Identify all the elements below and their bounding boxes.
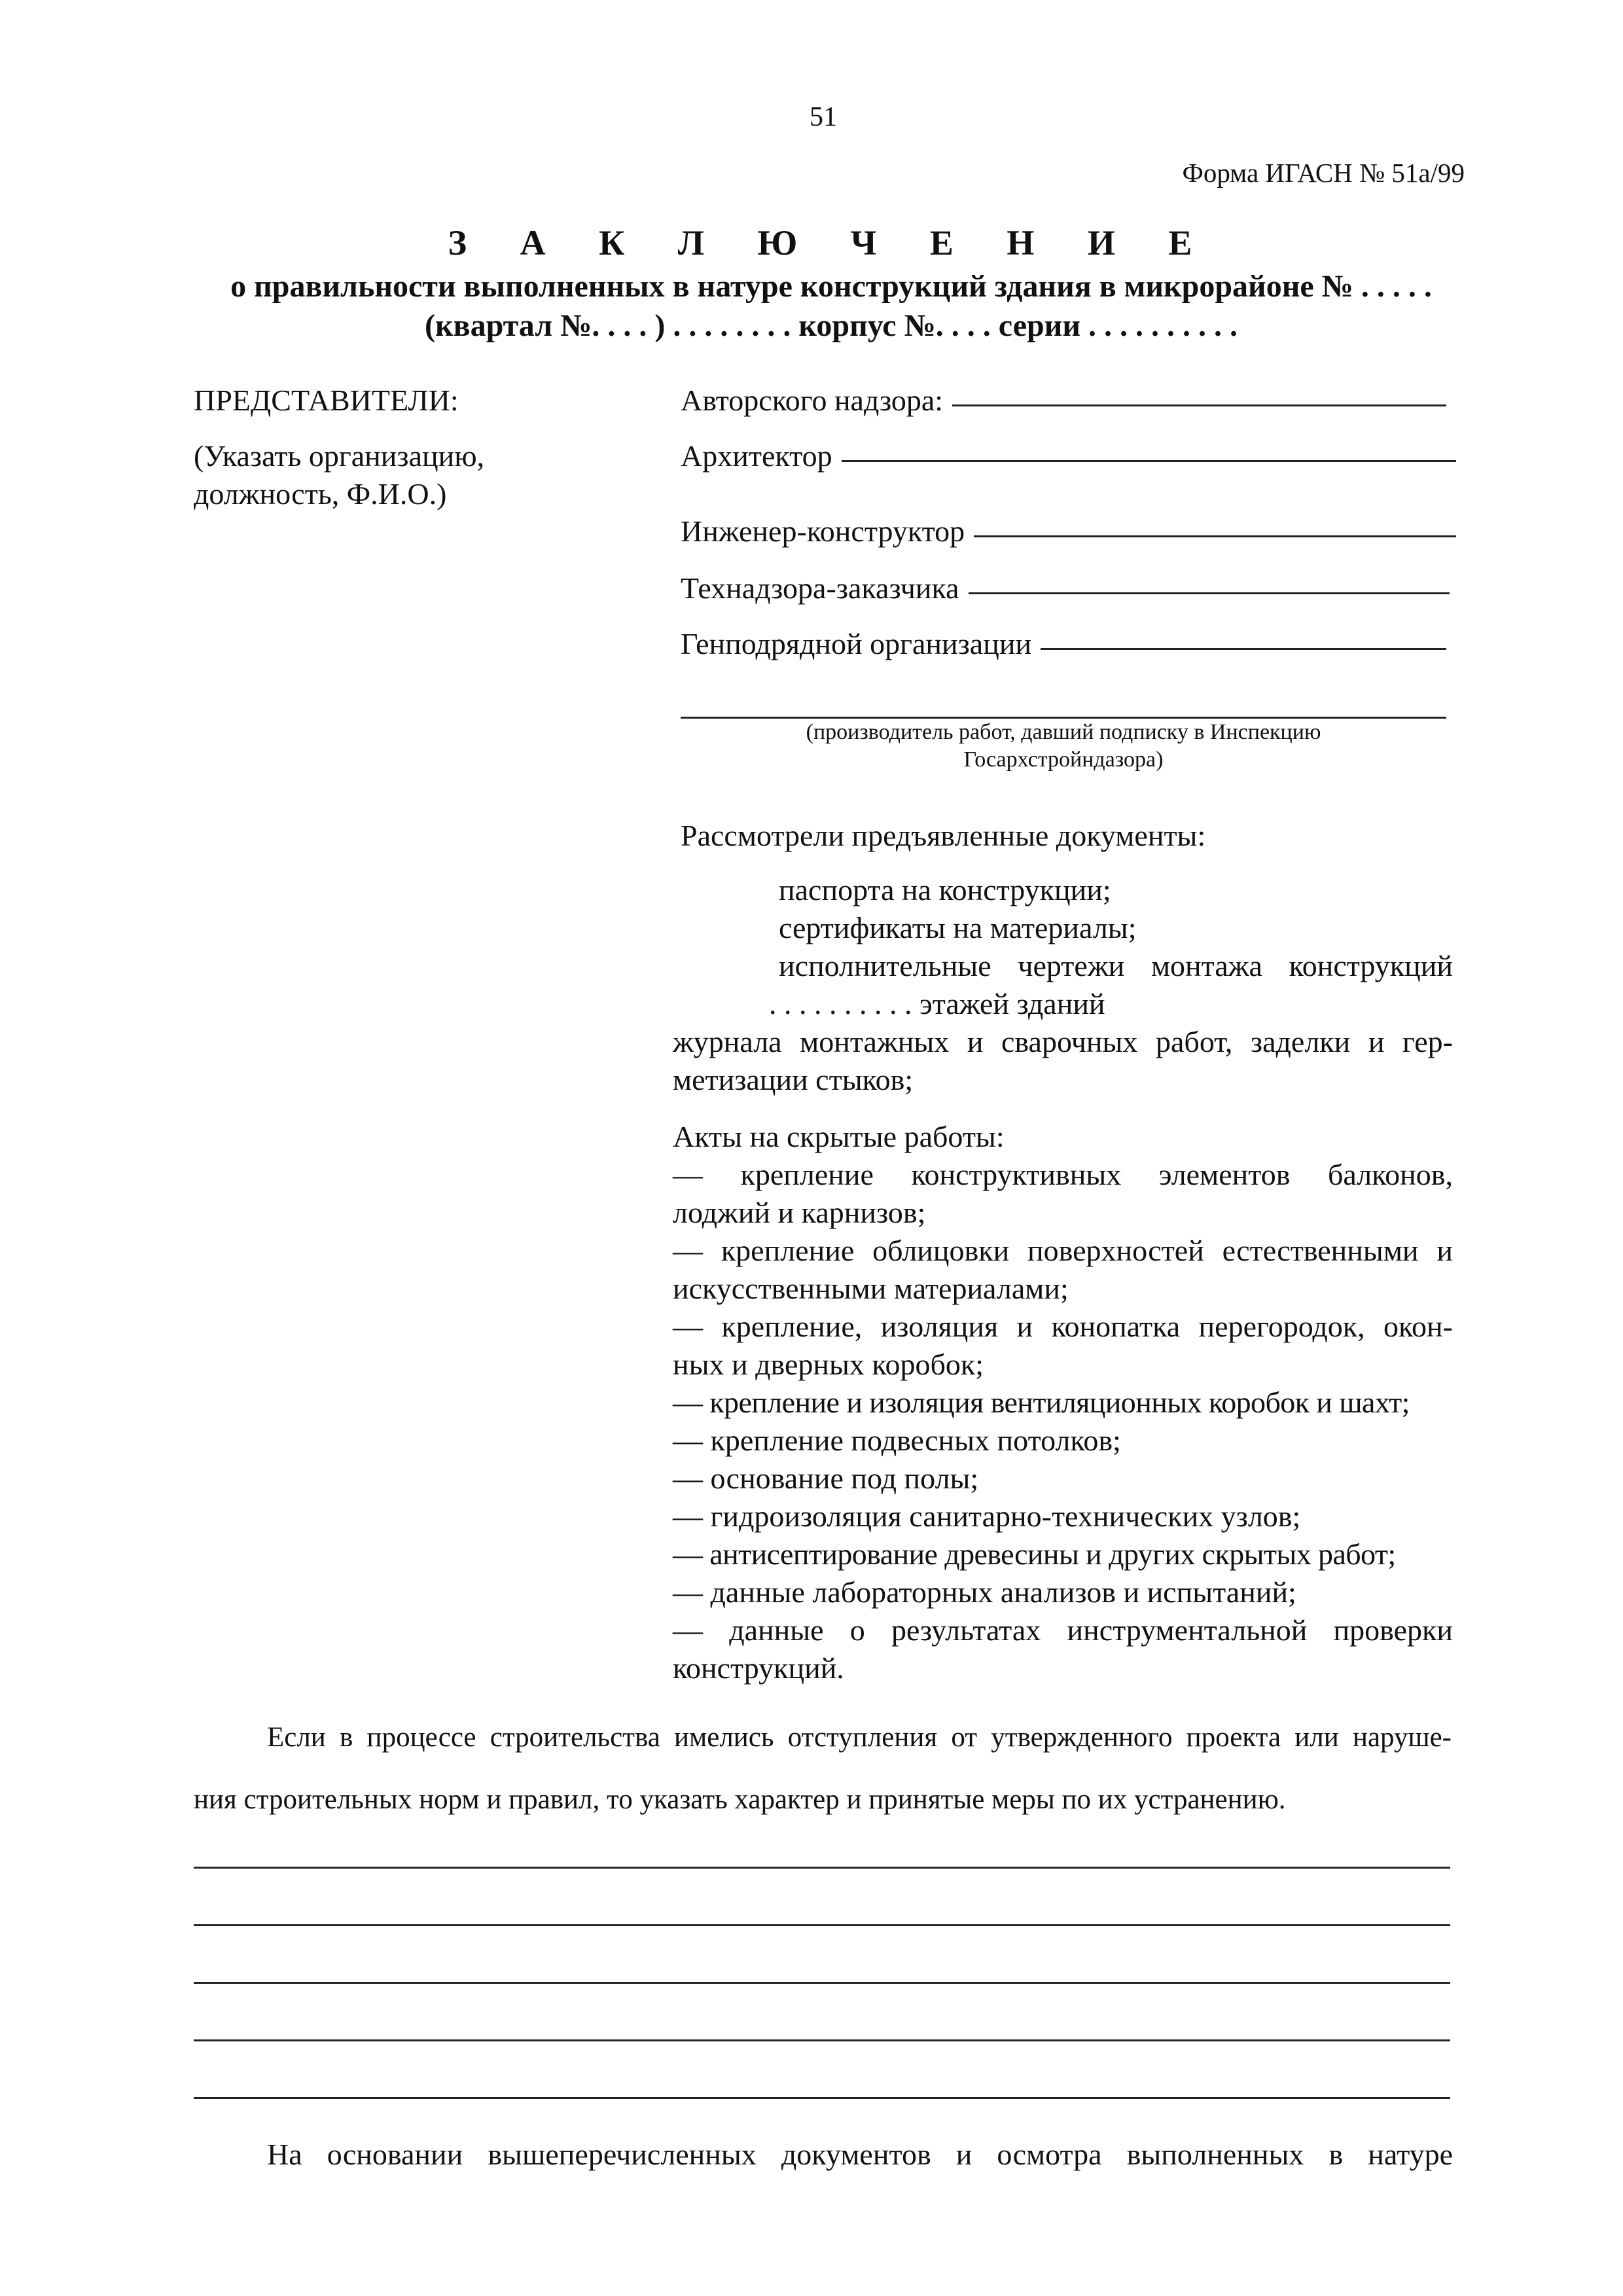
answer-line-5[interactable] (194, 2097, 1450, 2099)
reviewed-journal-line1: журнала монтажных и сварочных работ, заделки и гер- (673, 1025, 1453, 1058)
answer-line-3[interactable] (194, 1982, 1450, 1984)
reviewed-item: исполнительные чертежи монтажа конструкций (779, 949, 1453, 982)
acts-line: — крепление подвесных потолков; (673, 1424, 1121, 1457)
acts-line: — крепление и изоляция вентиляционных коробок и шахт; (673, 1386, 1410, 1419)
form-number: Форма ИГАСН № 51а/99 (1182, 158, 1465, 188)
field-underline (952, 404, 1446, 406)
reviewed-item: паспорта на конструкции; (779, 873, 1111, 906)
field-author-supervision[interactable] (681, 383, 1446, 418)
deviations-line1: Если в процессе строительства имелись отступления от утвержденного проекта или наруше- (267, 1722, 1452, 1753)
acts-line: — антисептирование древесины и других скрытых работ; (673, 1537, 1396, 1571)
acts-line: искусственными материалами; (673, 1272, 1069, 1305)
reviewed-heading: Рассмотрели предъявленные документы: (681, 819, 1206, 852)
document-title: З А К Л Ю Ч Е Н И Е (448, 223, 1215, 262)
field-underline (969, 592, 1450, 594)
acts-line: конструкций. (673, 1651, 844, 1685)
acts-line: — данные о результатах инструментальной проверки (673, 1613, 1453, 1647)
work-producer-note-line2: Госархстройндазора) (963, 747, 1164, 772)
answer-line-4[interactable] (194, 2039, 1450, 2041)
acts-line: — данные лабораторных анализов и испытаний; (673, 1575, 1296, 1609)
acts-line: — гидроизоляция санитарно-технических узлов; (673, 1499, 1301, 1533)
reviewed-journal-line2: метизации стыков; (673, 1063, 914, 1096)
acts-line: — крепление облицовки поверхностей естественными и (673, 1234, 1453, 1267)
field-structural-engineer[interactable] (681, 514, 1456, 548)
field-underline (1041, 647, 1446, 650)
field-label: Генподрядной организации (681, 627, 1032, 660)
reviewed-item: сертификаты на материалы; (779, 911, 1137, 944)
field-customer-supervision[interactable] (681, 571, 1450, 605)
field-architect[interactable] (681, 439, 1456, 473)
work-producer-note-line1: (производитель работ, давший подписку в Инспекцию (806, 720, 1321, 744)
answer-line-2[interactable] (194, 1924, 1450, 1926)
acts-line: лоджий и карнизов; (673, 1196, 926, 1229)
field-label: Технадзора-заказчика (681, 571, 959, 605)
page-number: 51 (810, 102, 837, 132)
acts-line: — крепление конструктивных элементов балконов, (673, 1158, 1453, 1191)
acts-line: ных и дверных коробок; (673, 1348, 984, 1381)
representatives-heading: ПРЕДСТАВИТЕЛИ: (194, 384, 459, 417)
field-underline (974, 535, 1456, 537)
final-paragraph-line: На основании вышеперечисленных документов и осмотра выполненных в натуре (267, 2138, 1453, 2171)
answer-line-1[interactable] (194, 1867, 1450, 1869)
field-label: Архитектор (681, 439, 832, 473)
field-label: Инженер-конструктор (681, 514, 965, 548)
field-label: Авторского надзора: (681, 384, 944, 417)
reviewed-item: . . . . . . . . . . этажей зданий (769, 987, 1105, 1020)
acts-line: — основание под полы; (673, 1462, 979, 1495)
field-general-contractor[interactable] (681, 626, 1446, 661)
representatives-hint-line2: должность, Ф.И.О.) (194, 477, 447, 511)
deviations-line2: ния строительных норм и правил, то указать характер и принятые меры по их устранению. (194, 1784, 1286, 1815)
acts-line: — крепление, изоляция и конопатка перегородок, окон- (673, 1310, 1453, 1343)
acts-heading: Акты на скрытые работы: (673, 1120, 1005, 1153)
field-underline (842, 459, 1456, 462)
work-producer-line[interactable] (681, 717, 1446, 719)
document-subtitle-line2: (квартал №. . . . ) . . . . . . . . корпус №. . . . серии . . . . . . . . . . (425, 308, 1238, 343)
document-subtitle-line1: о правильности выполненных в натуре конструкций здания в микрорайоне № . . . . . (230, 269, 1432, 304)
representatives-hint-line1: (Указать организацию, (194, 439, 485, 473)
